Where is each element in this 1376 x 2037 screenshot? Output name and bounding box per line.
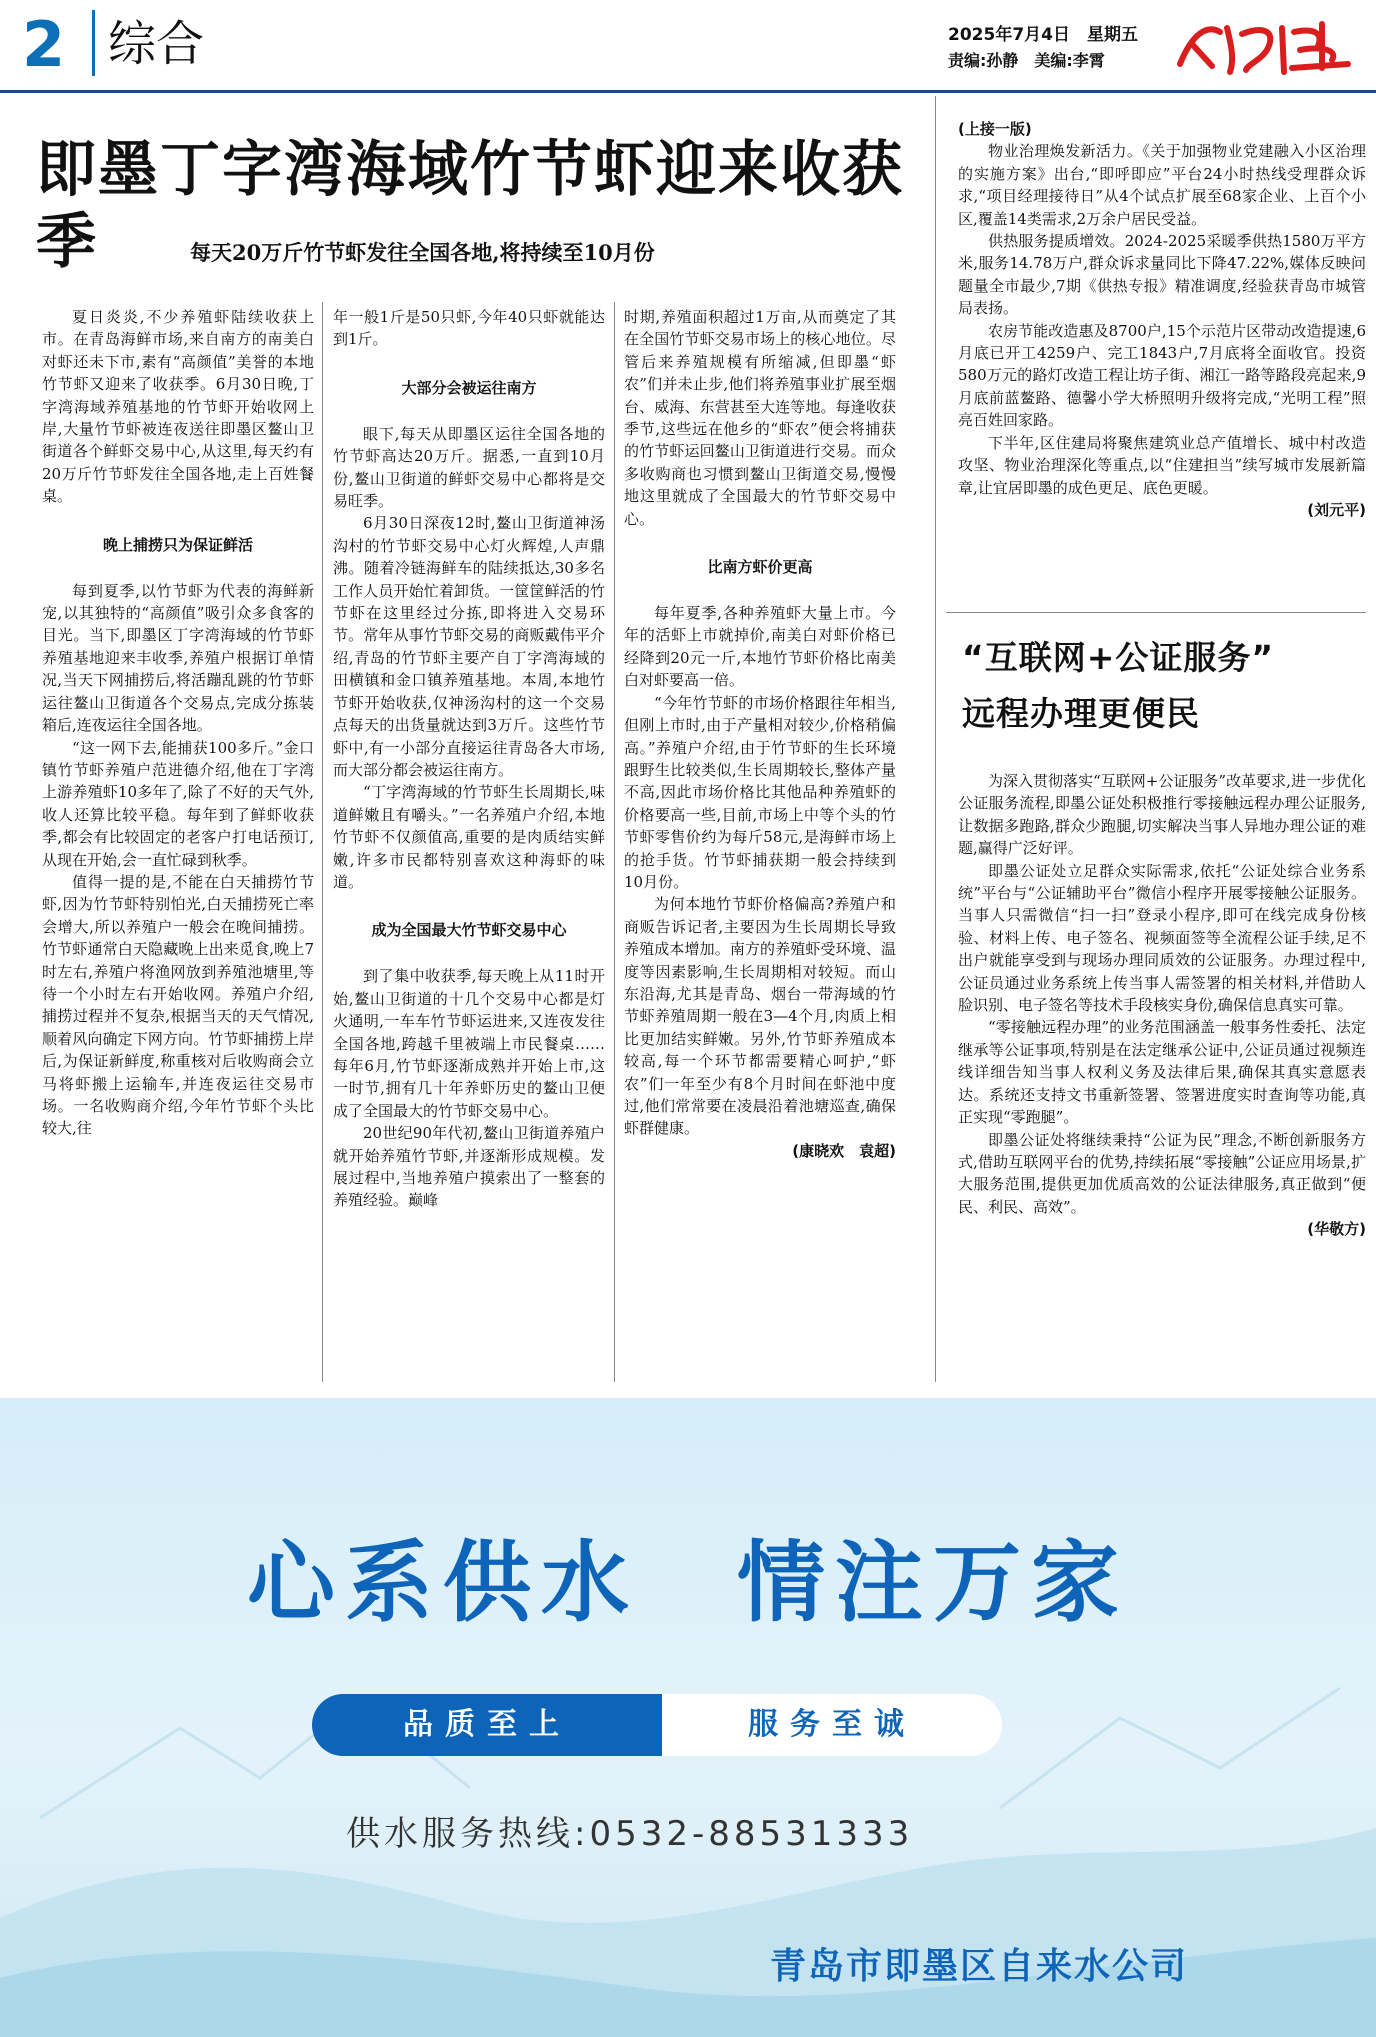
lead-headline: 即墨丁字湾海域竹节虾迎来收获季	[36, 135, 904, 277]
header-divider	[92, 10, 95, 76]
paragraph: 夏日炎炎,不少养殖虾陆续收获上市。在青岛海鲜市场,来自南方的南美白对虾还未下市,素有“高颜值”美誉的本地竹节虾又迎来了收获季。6月30日晚,丁字湾海域养殖基地的竹节虾开始收网上岸,大量竹节虾被连夜送往即墨区鳌山卫街道各个鲜虾交易中心,从这里,每天约有20万斤竹节虾发往全国各地,走上百姓餐桌。	[42, 308, 314, 506]
issue-date: 2025年7月4日 星期五	[948, 25, 1138, 45]
water-company-advertisement	[0, 1398, 1376, 2037]
subheading: 成为全国最大竹节虾交易中心	[371, 921, 567, 940]
continued-marker: (上接一版)	[958, 120, 1032, 138]
paragraph: 农房节能改造惠及8700户,15个示范片区带动改造提速,6月底已开工4259户、完工1843户,7月底将全面收官。投资580万元的路灯改造工程让坊子街、湘江一路等路段亮起来,9月底前蓝鳌路、德馨小学大桥照明升级将完成,“光明工程”照亮百姓回家路。	[958, 321, 1366, 430]
paragraph: 即墨公证处立足群众实际需求,依托“公证处综合业务系统”平台与“公证辅助平台”微信小程序开展零接触公证服务。当事人只需微信“扫一扫”登录小程序,即可在线完成身份核验、材料上传、电子签名、视频面签等全流程公证手续,足不出户就能享受到与现场办理同质效的公证服务。办理过程中,公证员通过业务系统上传当事人需签署的相关材料,并借助人脸识别、电子签名等技术手段核实身份,确保信息真实可靠。	[958, 861, 1366, 1015]
paragraph: “零接触远程办理”的业务范围涵盖一般事务性委托、法定继承等公证事项,特别是在法定继承公证中,公证员通过视频连线详细告知当事人权利义务及法律后果,确保其真实意愿表达。系统还支持文书重新签署、签署进度实时查询等功能,真正实现“零跑腿”。	[958, 1018, 1366, 1127]
paragraph: 眼下,每天从即墨区运往全国各地的竹节虾高达20万斤。据悉,一直到10月份,鳌山卫街道的鲜虾交易中心都将是交易旺季。	[333, 424, 605, 511]
header-rule	[0, 90, 1376, 93]
subheading: 大部分会被运往南方	[401, 378, 537, 397]
paragraph: 值得一提的是,不能在白天捕捞竹节虾,因为竹节虾特别怕光,白天捕捞死亡率会增大,所以养殖户一般会在晚间捕捞。竹节虾通常白天隐藏晚上出来觅食,晚上7时左右,养殖户将渔网放到养殖池塘里,等待一个小时左右开始收网。养殖户介绍,捕捞过程并不复杂,根据当天的天气情况,顺着风向确定下网方向。竹节虾捕捞上岸后,为保证新鲜度,称重核对后收购商会立马将虾搬上运输车,并连夜运往交易市场。一名收购商介绍,今年竹节虾个头比较大,往	[42, 872, 314, 1138]
paragraph: 为何本地竹节虾价格偏高?养殖户和商贩告诉记者,主要因为生长周期长导致养殖成本增加。南方的养殖虾受环境、温度等因素影响,生长周期相对较短。而山东沿海,尤其是青岛、烟台一带海域的竹节虾养殖周期一般在3—4个月,肉质上相比更加结实鲜嫩。另外,竹节虾养殖成本较高,每一个环节都需要精心呵护,“虾农”们一年至少有8个月时间在虾池中度过,他们常常要在凌晨沿着池塘巡查,确保虾群健康。	[624, 895, 896, 1138]
paragraph: 即墨公证处将继续秉持“公证为民”理念,不断创新服务方式,借助互联网平台的优势,持续拓展“零接触”公证应用场景,扩大服务范围,提供更加优质高效的公证法律服务,真正做到“便民、利民、高效”。	[958, 1130, 1366, 1216]
subheading: 比南方虾价更高	[707, 558, 813, 577]
paragraph: “今年竹节虾的市场价格跟往年相当,但刚上市时,由于产量相对较少,价格稍偏高。”养殖户介绍,由于竹节虾的生长环境跟野生比较类似,生长周期较长,整体产量不高,因此市场价格比其他品种养殖虾的价格要高一些,目前,市场上中等个头的竹节虾零售价约为每斤58元,是海鲜市场上的抢手货。竹节虾捕获期一般会持续到10月份。	[624, 693, 896, 891]
article-column-3	[624, 306, 896, 1162]
paragraph: 为深入贯彻落实“互联网+公证服务”改革要求,进一步优化公证服务流程,即墨公证处积极推行零接触远程办理公证服务,让数据多跑路,群众少跑腿,切实解决当事人异地办理公证的难题,赢得广泛好评。	[958, 772, 1366, 858]
section-title: 综合	[108, 16, 205, 72]
paragraph: 时期,养殖面积超过1万亩,从而奠定了其在全国竹节虾交易市场上的核心地位。尽管后来养殖规模有所缩减,但即墨“虾农”们并未止步,他们将养殖事业扩展至烟台、威海、东营甚至大连等地。每逢收获季节,这些远在他乡的“虾农”便会将捕获的竹节虾运回鳌山卫街道进行交易。而众多收购商也习惯到鳌山卫街道交易,慢慢地这里就成了全国最大的竹节虾交易中心。	[624, 308, 896, 528]
byline: (华敬方)	[1307, 1220, 1366, 1239]
ad-hotline: 供水服务热线:0532-88531333	[346, 1814, 914, 1854]
paragraph: 每到夏季,以竹节虾为代表的海鲜新宠,以其独特的“高颜值”吸引众多食客的目光。当下,即墨区丁字湾海域的竹节虾养殖基地迎来丰收季,养殖户根据订单情况,当天下网捕捞后,将活蹦乱跳的竹节虾运往鳌山卫街道各个交易点,完成分拣装箱后,连夜运往全国各地。	[42, 581, 314, 735]
paragraph: “这一网下去,能捕获100多斤。”金口镇竹节虾养殖户范进德介绍,他在丁字湾上游养殖虾10多年了,除了不好的天气外,收人还算比较平稳。每年到了鲜虾收获季,都会有比较固定的老客户打电话预订,从现在开始,会一直忙碌到秋季。	[42, 738, 314, 869]
lead-subheadline: 每天20万斤竹节虾发往全国各地,将持续至10月份	[190, 240, 655, 265]
ad-tagline-bar	[312, 1694, 1002, 1756]
paragraph: 6月30日深夜12时,鳌山卫街道神汤沟村的竹节虾交易中心灯火辉煌,人声鼎沸。随着冷链海鲜车的陆续抵达,30多名工作人员开始忙着卸货。一筐筐鲜活的竹节虾在这里经过分拣,即将进入交易环节。常年从事竹节虾交易的商贩戴伟平介绍,青岛的竹节虾主要产自丁字湾海域的田横镇和金口镇养殖基地。本周,本地竹节虾开始收获,仅神汤沟村的这一个交易点每天的出货量就达到3万斤。这些竹节虾中,有一小部分直接运往青岛各大市场,而大部分都会被运往南方。	[333, 514, 605, 779]
byline: (康晓欢 袁超)	[792, 1141, 896, 1160]
article-column-2	[333, 306, 605, 1212]
paragraph: 到了集中收获季,每天晚上从11时开始,鳌山卫街道的十几个交易中心都是灯火通明,一车车竹节虾运进来,又连夜发往全国各地,跨越千里被端上市民餐桌……每年6月,竹节虾逐渐成熟并开始上市,这一时节,拥有几十年养虾历史的鳌山卫便成了全国最大的竹节虾交易中心。	[333, 967, 605, 1120]
column-divider	[322, 302, 323, 1382]
subheading: 晚上捕捞只为保证鲜活	[102, 535, 253, 554]
byline: (刘元平)	[1307, 500, 1366, 519]
article-column-1	[42, 306, 314, 1140]
paragraph: “丁字湾海域的竹节虾生长周期长,味道鲜嫩且有嚼头。”一名养殖户介绍,本地竹节虾不仅颜值高,重要的是肉质结实鲜嫩,许多市民都特别喜欢这种海虾的味道。	[333, 783, 605, 891]
notary-article	[958, 770, 1366, 1241]
continued-article	[958, 118, 1366, 521]
column-divider	[935, 96, 936, 1382]
ad-tag-quality: 品质至上	[312, 1694, 662, 1756]
paragraph: 物业治理焕发新活力。《关于加强物业党建融入小区治理的实施方案》出台,“即呼即应”平台24小时热线受理群众诉求,“项目经理接待日”从4个试点扩展至68家企业、上百个小区,覆盖14类需求,2万余户居民受益。	[958, 142, 1366, 228]
ad-company-name: 青岛市即墨区自来水公司	[770, 1946, 1189, 1987]
article-divider	[946, 612, 1366, 613]
editors-credit: 责编:孙静 美编:李霄	[948, 51, 1105, 70]
paragraph: 每年夏季,各种养殖虾大量上市。今年的活虾上市就掉价,南美白对虾价格已经降到20元一斤,本地竹节虾价格比南美白对虾要高一倍。	[624, 604, 896, 690]
paragraph: 供热服务提质增效。2024-2025采暖季供热1580万平方米,服务14.78万户,群众诉求量同比下降47.22%,媒体反映问题量全市最少,7期《供热专报》精准调度,经验获青岛市城管局表扬。	[958, 232, 1366, 318]
paragraph: 年一般1斤是50只虾,今年40只虾就能达到1斤。	[333, 308, 605, 349]
column-divider	[614, 302, 615, 1382]
ad-tag-service: 服务至诚	[748, 1707, 916, 1742]
newspaper-masthead-logo	[1172, 14, 1372, 80]
paragraph: 下半年,区住建局将聚焦建筑业总产值增长、城中村改造攻坚、物业治理深化等重点,以“住建担当”续写城市发展新篇章,让宜居即墨的成色更足、底色更暖。	[958, 433, 1366, 497]
notary-headline-line2: 远程办理更便民	[962, 694, 1200, 733]
paragraph: 20世纪90年代初,鳌山卫街道养殖户就开始养殖竹节虾,并逐渐形成规模。发展过程中,当地养殖户摸索出了一整套的养殖经验。巅峰	[333, 1124, 605, 1210]
notary-headline-line1: “互联网+公证服务”	[962, 638, 1275, 677]
ad-slogan: 心系供水 情注万家	[246, 1531, 1129, 1634]
page-number: 2	[22, 8, 66, 81]
